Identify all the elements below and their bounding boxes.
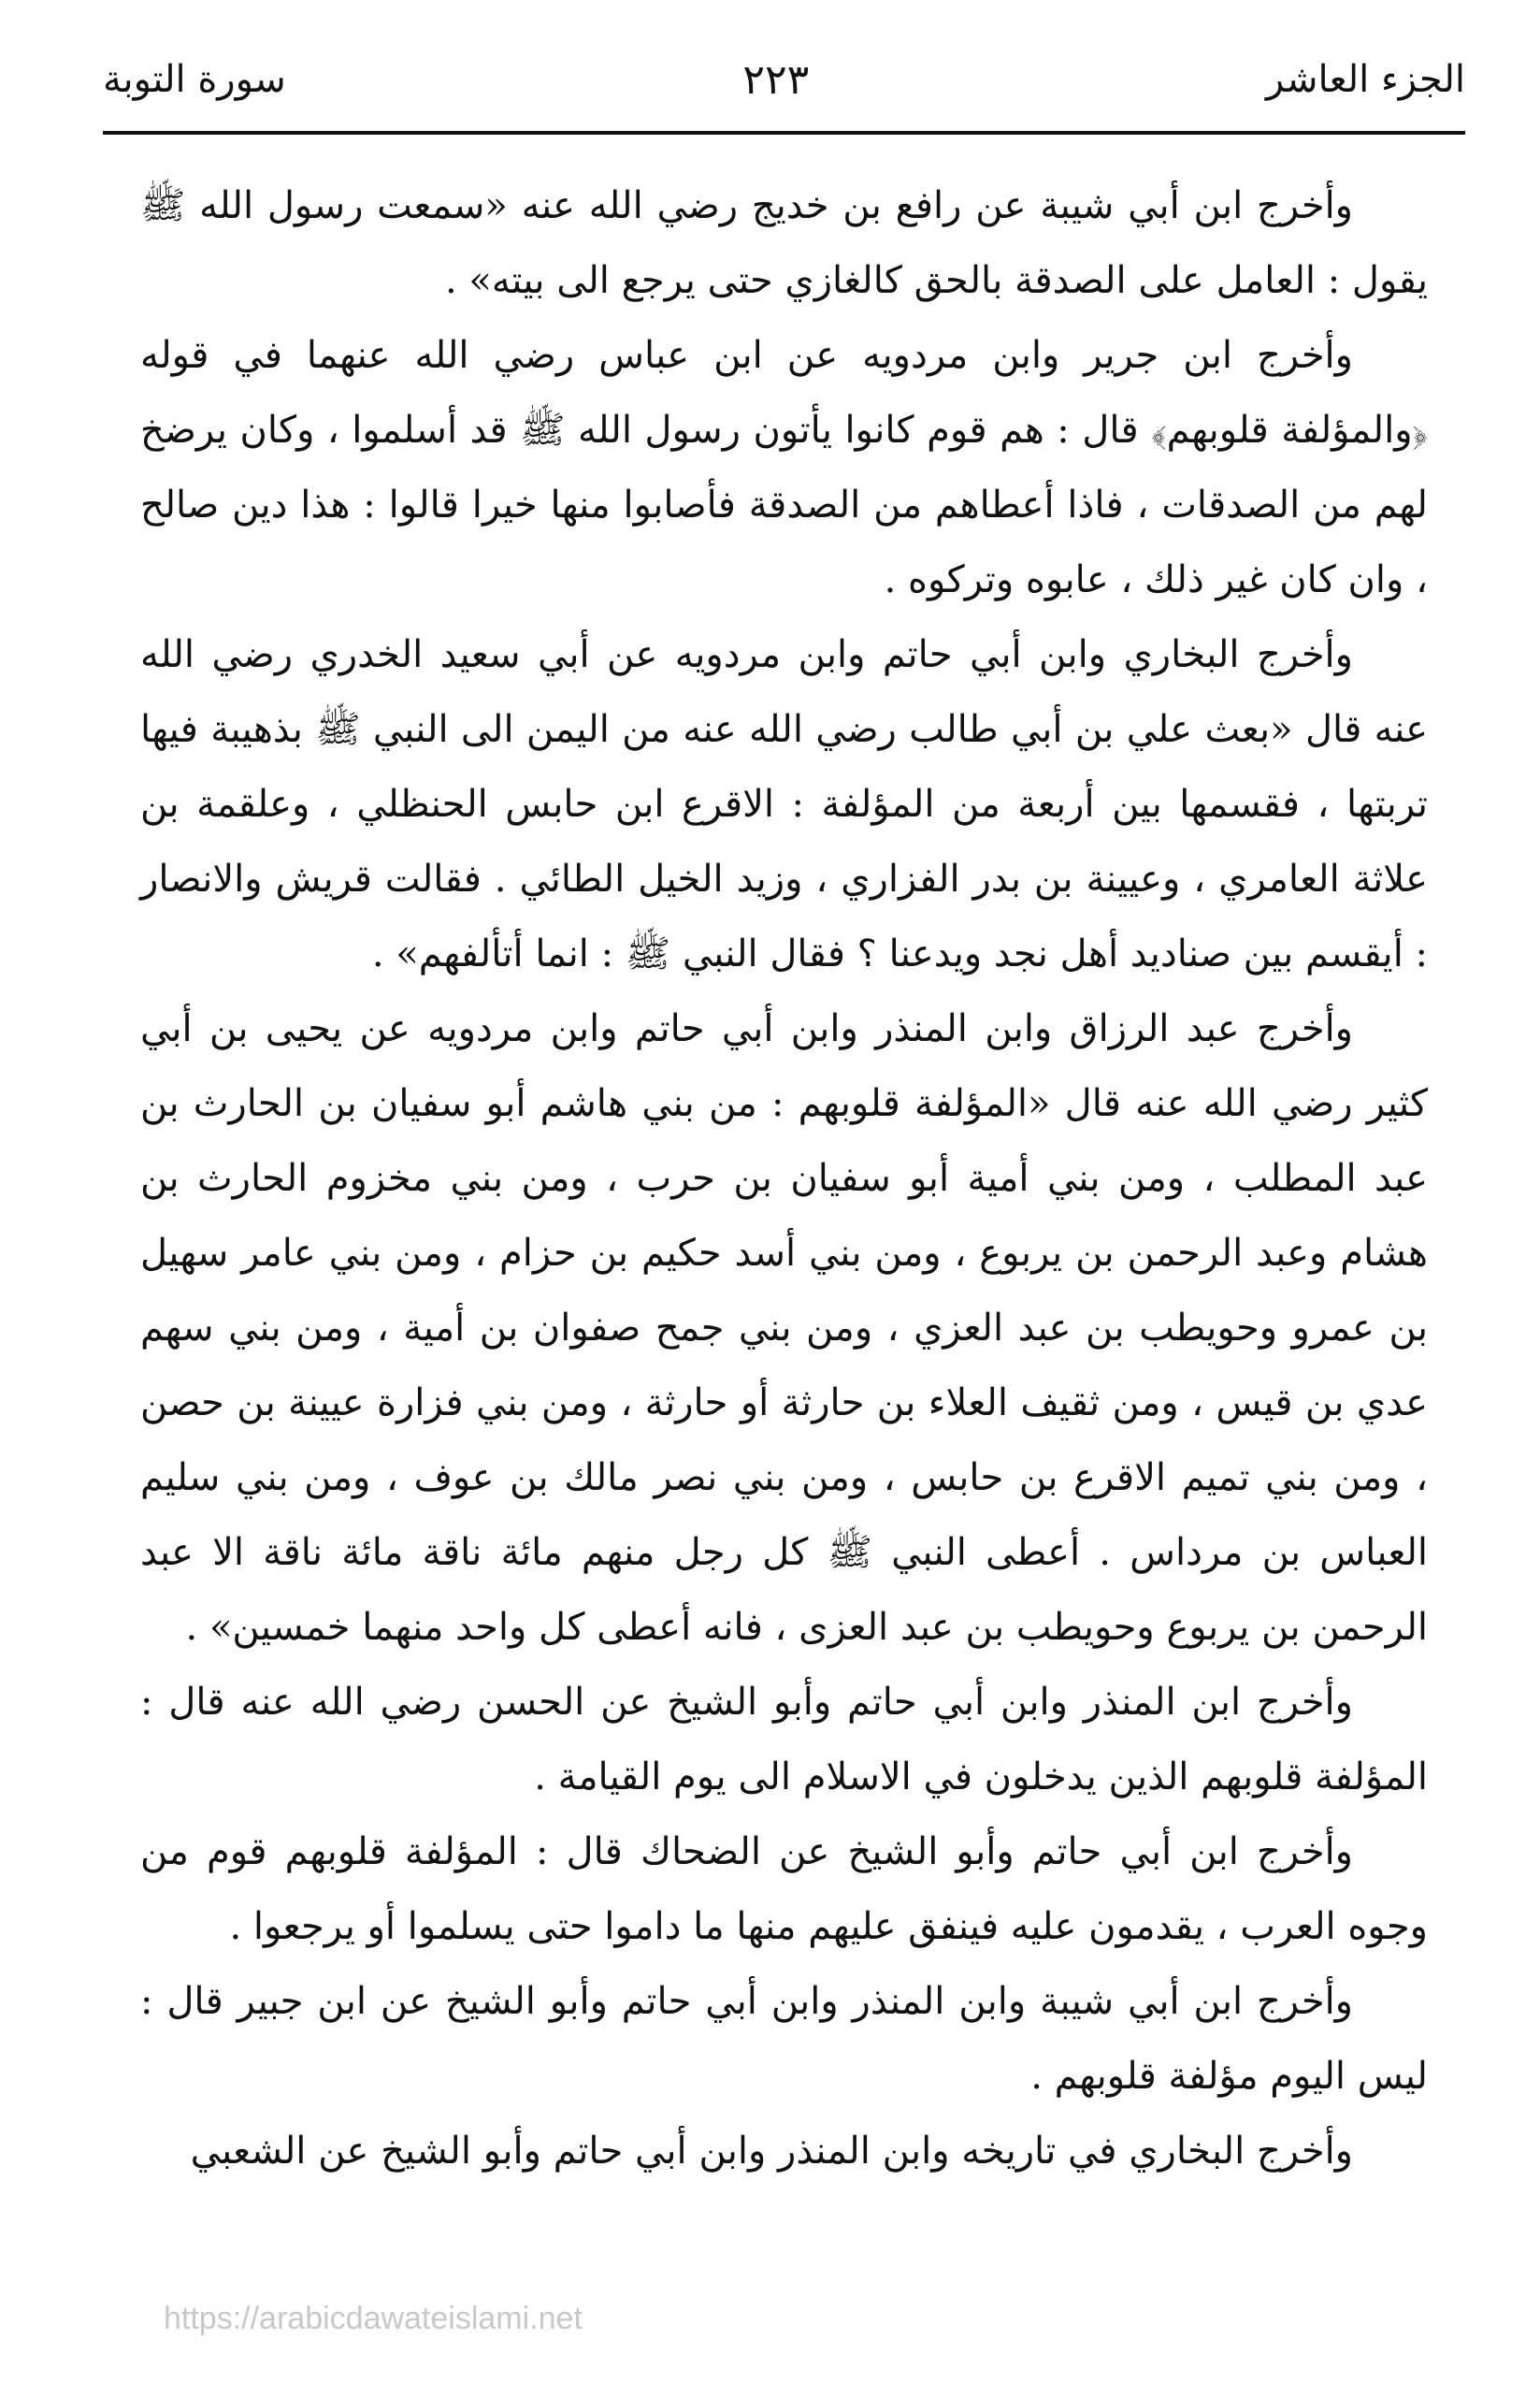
paragraph: وأخرج ابن أبي حاتم وأبو الشيخ عن الضحاك قال : المؤلفة قلوبهم قوم من وجوه العرب ، يقدمون عليه فينفق عليهم منها ما داموا حتى يسلموا أو يرجعوا . bbox=[140, 1830, 1428, 1948]
watermark-url: https://arabicdawateislami.net bbox=[164, 2301, 583, 2336]
header-divider bbox=[103, 131, 1465, 135]
paragraph: وأخرج عبد الرزاق وابن المنذر وابن أبي حاتم وابن مردويه عن يحيى بن أبي كثير رضي الله عنه قال «المؤلفة قلوبهم : من بني هاشم أبو سفيان بن الحارث بن عبد المطلب ، ومن بني أمية أبو سفيان بن حرب ، ومن بني مخزوم الحارث بن هشام وعبد الرحمن بن يربوع ، ومن بني أسد حكيم بن حزام ، ومن بني عامر سهيل بن عمرو وحويطب بن عبد العزي ، ومن بني جمح صفوان بن أمية ، ومن بني سهم عدي بن قيس ، ومن ثقيف العلاء بن حارثة أو حارثة ، ومن بني فزارة عيينة بن حصن ، ومن بني تميم الاقرع بن حابس ، ومن بني نصر مالك بن عوف ، ومن بني سليم العباس بن مرداس . أعطى النبي ﷺ كل رجل منهم مائة ناقة مائة ناقة الا عبد الرحمن بن يربوع وحويطب بن عبد العزى ، فانه أعطى كل واحد منهما خمسين» . bbox=[140, 1007, 1428, 1649]
surah-title: سورة التوبة bbox=[103, 58, 286, 101]
paragraph: وأخرج ابن المنذر وابن أبي حاتم وأبو الشيخ عن الحسن رضي الله عنه قال : المؤلفة قلوبهم الذين يدخلون في الاسلام الى يوم القيامة . bbox=[140, 1681, 1428, 1798]
paragraph: وأخرج ابن أبي شيبة وابن المنذر وابن أبي حاتم وأبو الشيخ عن ابن جبير قال : ليس اليوم مؤلفة قلوبهم . bbox=[140, 1980, 1428, 2098]
juz-title: الجزء العاشر bbox=[1265, 58, 1465, 101]
page-body bbox=[140, 168, 1428, 2233]
page-header bbox=[103, 37, 1465, 122]
paragraph: وأخرج ابن أبي شيبة عن رافع بن خديج رضي الله عنه «سمعت رسول الله ﷺ يقول : العامل على الصدقة بالحق كالغازي حتى يرجع الى بيته» . bbox=[140, 184, 1428, 302]
paragraph: وأخرج البخاري وابن أبي حاتم وابن مردويه عن أبي سعيد الخدري رضي الله عنه قال «بعث علي بن أبي طالب رضي الله عنه من اليمن الى النبي ﷺ بذهيبة فيها تربتها ، فقسمها بين أربعة من المؤلفة : الاقرع ابن حابس الحنظلي ، وعلقمة بن علاثة العامري ، وعيينة بن بدر الفزاري ، وزيد الخيل الطائي . فقالت قريش والانصار : أيقسم بين صناديد أهل نجد ويدعنا ؟ فقال النبي ﷺ : انما أتألفهم» . bbox=[140, 633, 1428, 975]
paragraph: وأخرج البخاري في تاريخه وابن المنذر وابن أبي حاتم وأبو الشيخ عن الشعبي bbox=[190, 2130, 1353, 2173]
page-number: ٢٢٣ bbox=[742, 55, 810, 104]
paragraph: وأخرج ابن جرير وابن مردويه عن ابن عباس رضي الله عنهما في قوله ﴿والمؤلفة قلوبهم﴾ قال : هم قوم كانوا يأتون رسول الله ﷺ قد أسلموا ، وكان يرضخ لهم من الصدقات ، فاذا أعطاهم من الصدقة فأصابوا منها خيرا قالوا : هذا دين صالح ، وان كان غير ذلك ، عابوه وتركوه . bbox=[140, 334, 1428, 601]
